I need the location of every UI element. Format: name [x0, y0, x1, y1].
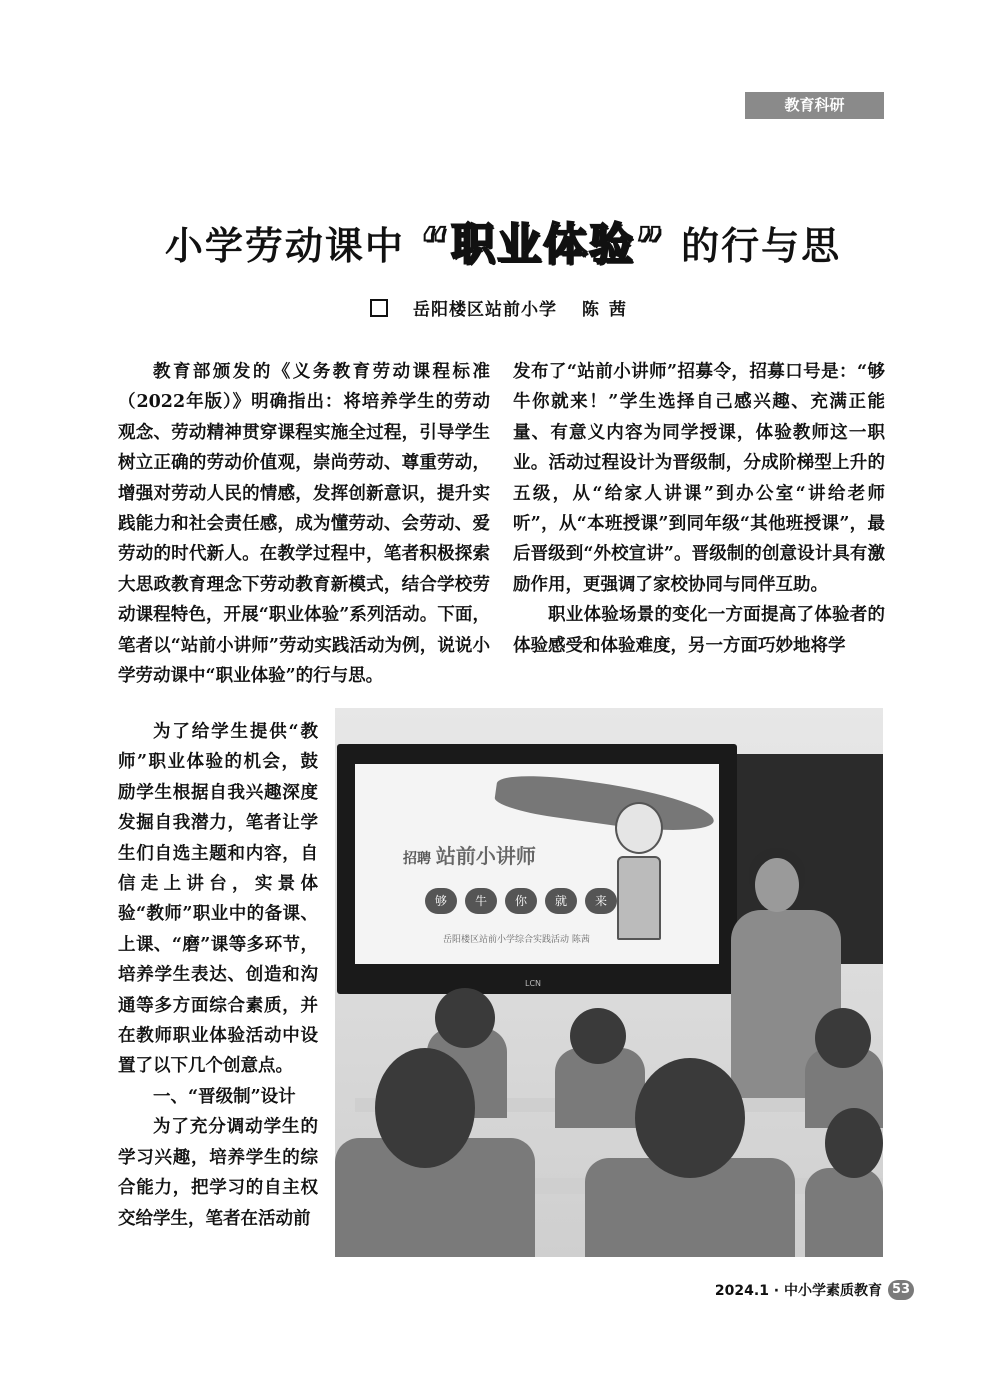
- screen-recruit: [403, 840, 536, 869]
- student-head: [435, 988, 495, 1048]
- student-head: [570, 1008, 626, 1064]
- article-title: [0, 208, 1006, 272]
- teacher-head: [755, 858, 799, 912]
- section-tag: 教育科研: [745, 92, 884, 119]
- footer-issue: 2024.1 · 中小学素质教育: [714, 1283, 882, 1299]
- student-body: [805, 1168, 883, 1257]
- slogan-char: 你: [505, 888, 537, 914]
- title-after: 的行与思: [681, 224, 842, 268]
- slogan-char: 牛: [465, 888, 497, 914]
- byline: [0, 295, 1006, 320]
- student-head: [375, 1048, 475, 1168]
- tv-brand: LCN: [525, 979, 542, 988]
- slogan-char: 来: [585, 888, 617, 914]
- left-paragraph: 教育部颁发的《义务教育劳动课程标准（2022年版）》明确指出：将培养学生的劳动观念、劳动精神贯穿课程实施全过程，引导学生树立正确的劳动价值观，崇尚劳动、尊重劳动，增强对劳动人民的情感，发挥创新意识，提升实践能力和社会责任感，成为懂劳动、会劳动、爱劳动的时代新人。在教学过程中，笔者积极探索大思政教育理念下劳动教育新模式，结合学校劳动课程特色，开展“职业体验”系列活动。下面，笔者以“站前小讲师”劳动实践活动为例，说说小学劳动课中“职业体验”的行与思。: [118, 362, 490, 687]
- byline-school: 岳阳楼区站前小学: [413, 300, 557, 320]
- cartoon-girl-head: [615, 802, 663, 854]
- student-head: [815, 1008, 871, 1068]
- slogan-char: 就: [545, 888, 577, 914]
- student-head: [825, 1108, 883, 1178]
- screen-credit: 岳阳楼区站前小学综合实践活动 陈茜: [443, 935, 590, 945]
- square-bullet-icon: [370, 299, 388, 317]
- screen-recruit-title: 站前小讲师: [435, 844, 536, 868]
- narrow-paragraph-1: 为了给学生提供“教师”职业体验的机会，鼓励学生根据自我兴趣深度发掘自我潜力，笔者让学生们自选主题和内容，自信走上讲台，实景体验“教师”职业中的备课、上课、“磨”课等多环节，培养学生表达、创造和沟通等多方面综合素质，并在教师职业体验活动中设置了以下几个创意点。: [118, 722, 318, 1077]
- students-group: [335, 988, 883, 1257]
- classroom-photo: [335, 708, 883, 1257]
- narrow-column: [118, 717, 318, 1234]
- title-before: 小学劳动课中: [164, 224, 405, 268]
- tv-screen: [355, 764, 719, 964]
- cartoon-girl-body: [617, 856, 661, 940]
- ribbon-graphic: [493, 769, 716, 839]
- right-paragraph-2: 职业体验场景的变化一方面提高了体验者的体验感受和体验难度，另一方面巧妙地将学: [513, 605, 885, 656]
- slogan-char: 够: [425, 888, 457, 914]
- right-column: [513, 357, 885, 661]
- page-footer: [715, 1280, 914, 1300]
- byline-author: 陈茜: [581, 300, 636, 320]
- screen-recruit-prefix: 招聘: [403, 851, 431, 867]
- screen-slogan: [425, 888, 617, 914]
- section-heading: 一、“晋级制”设计: [153, 1086, 296, 1107]
- narrow-paragraph-2: 为了充分调动学生的学习兴趣，培养学生的综合能力，把学习的自主权交给学生，笔者在活动前: [118, 1117, 318, 1229]
- student-head: [635, 1058, 745, 1178]
- page-number: 53: [888, 1280, 914, 1300]
- tv-display: [337, 744, 737, 994]
- left-column: [118, 357, 490, 691]
- title-highlight: “职业体验”: [420, 219, 666, 270]
- right-paragraph-1: 发布了“站前小讲师”招募令，招募口号是：“够牛你就来！”学生选择自己感兴趣、充满正能量、有意义内容为同学授课，体验教师这一职业。活动过程设计为晋级制，分成阶梯型上升的五级，从“给家人讲课”到办公室“讲给老师听”，从“本班授课”到同年级“其他班授课”，最后晋级到“外校宣讲”。晋级制的创意设计具有激励作用，更强调了家校协同与同伴互助。: [513, 362, 885, 595]
